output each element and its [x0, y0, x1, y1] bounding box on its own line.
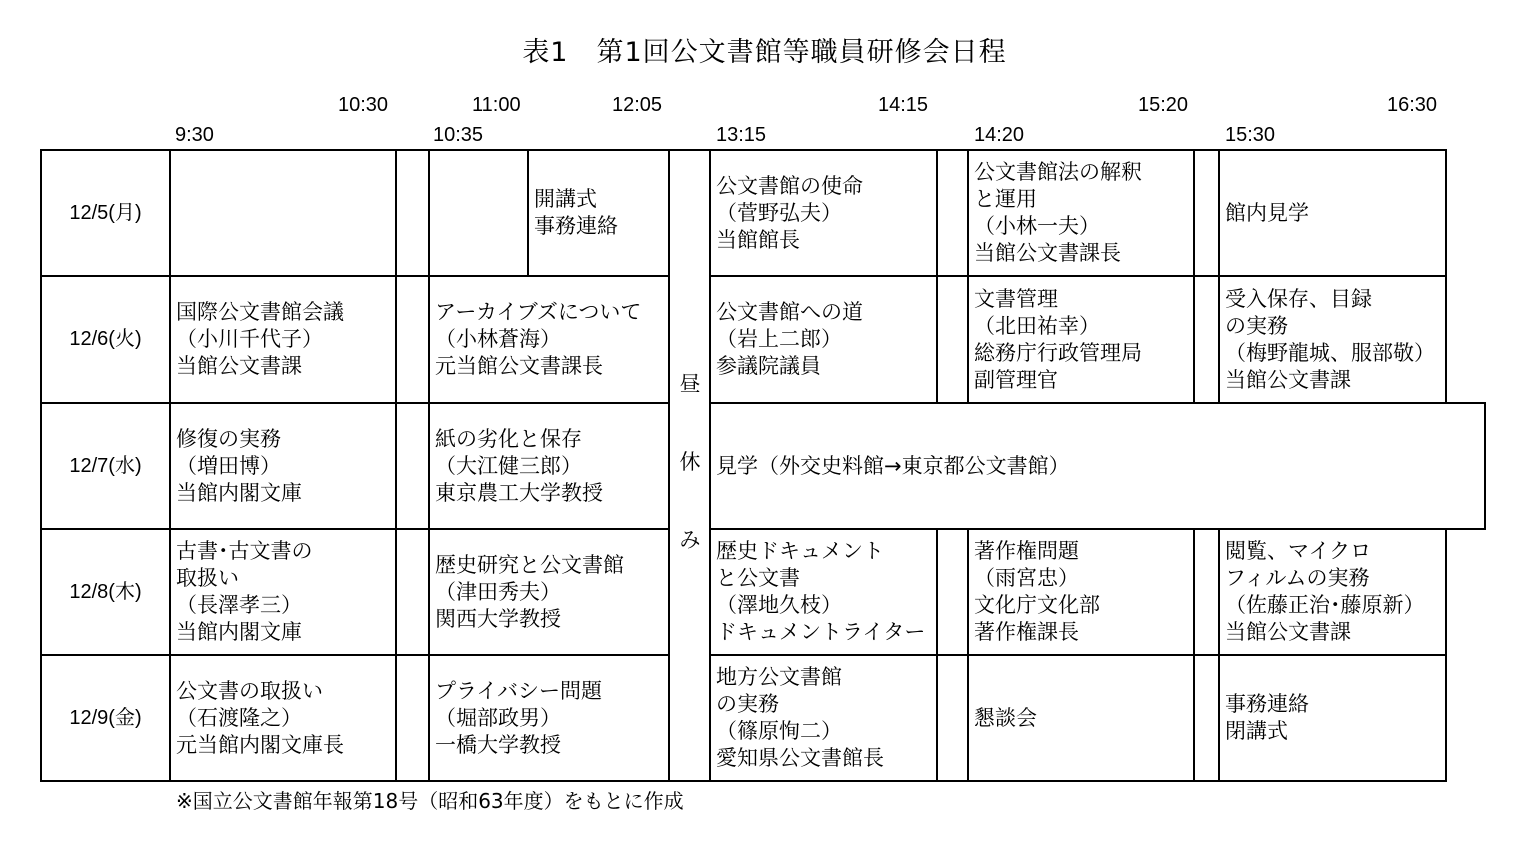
time-label: 9:30 — [175, 124, 214, 146]
time-label: 15:20 — [1138, 94, 1189, 116]
session-cell: 著作権問題 （雨宮忠） 文化庁文化部 著作権課長 — [974, 539, 1100, 644]
time-label: 11:00 — [472, 94, 521, 116]
table-border — [1445, 149, 1447, 403]
session-cell — [170, 150, 396, 276]
column-divider — [709, 149, 711, 782]
row-date: 12/8(木) — [69, 580, 142, 603]
session-cell: 歴史ドキュメント と公文書 （澤地久枝） ドキュメントライター — [716, 539, 926, 644]
lunch-break-label — [671, 366, 709, 600]
session-cell: 歴史研究と公文書館 （津田秀夫） 関西大学教授 — [435, 552, 624, 631]
column-divider — [967, 528, 969, 782]
column-divider — [169, 149, 171, 782]
row-divider — [40, 275, 670, 277]
column-divider — [395, 149, 397, 782]
row-divider — [709, 402, 1486, 404]
time-label: 16:30 — [1387, 94, 1438, 116]
session-cell: 紙の劣化と保存 （大江健三郎） 東京農工大学教授 — [435, 426, 603, 505]
footnote: ※国立公文書館年報第18号（昭和63年度）をもとに作成 — [176, 789, 684, 813]
time-label: 15:30 — [1225, 124, 1276, 146]
table-border — [1445, 528, 1447, 782]
session-cell: 懇談会 — [974, 705, 1037, 730]
session-cell — [429, 150, 528, 276]
session-cell: 文書管理 （北田祐幸） 総務庁行政管理局 副管理官 — [974, 286, 1142, 392]
session-cell: 国際公文書館会議 （小川千代子） 当館公文書課 — [176, 300, 344, 378]
session-cell: 公文書館への道 （岩上二郎） 参議院議員 — [716, 300, 863, 378]
row-date: 12/6(火) — [69, 328, 142, 350]
session-cell: 公文書の取扱い （石渡隆之） 元当館内閣文庫長 — [176, 678, 344, 757]
column-divider — [428, 149, 430, 782]
column-divider — [1193, 528, 1195, 782]
column-divider — [936, 149, 938, 403]
column-divider — [527, 149, 529, 276]
lunch-char: み — [679, 528, 701, 552]
session-cell: 修復の実務 （増田博） 当館内閣文庫 — [176, 426, 302, 505]
lunch-char: 昼 — [679, 372, 701, 396]
table-title: 表1 第1回公文書館等職員研修会日程 — [522, 37, 1007, 68]
row-divider — [709, 654, 1447, 656]
session-cell: 館内見学 — [1225, 200, 1309, 225]
lunch-char: 休 — [679, 450, 701, 474]
time-label: 10:35 — [433, 124, 484, 146]
session-cell: 開講式 事務連絡 — [534, 187, 618, 238]
column-divider — [1193, 149, 1195, 403]
row-divider — [709, 528, 1486, 530]
row-date: 12/5(月) — [69, 201, 142, 224]
row-divider — [40, 528, 670, 530]
table-border — [40, 149, 1447, 151]
column-divider — [668, 149, 670, 782]
row-date: 12/9(金) — [69, 706, 142, 729]
row-divider — [40, 654, 670, 656]
field-trip-cell: 見学（外交史料館→東京都公文書館） — [716, 453, 1070, 478]
session-cell: プライバシー問題 （堀部政男） 一橋大学教授 — [435, 678, 602, 757]
table-border — [40, 780, 1447, 782]
time-label: 14:20 — [974, 124, 1025, 146]
column-divider — [1218, 149, 1220, 403]
table-border — [40, 149, 42, 782]
row-divider — [40, 402, 670, 404]
table-border — [1484, 402, 1486, 530]
row-date: 12/7(水) — [69, 454, 142, 477]
session-cell: 公文書館法の解釈 と運用 （小林一夫） 当館公文書課長 — [974, 160, 1142, 265]
session-cell: 公文書館の使命 （菅野弘夫） 当館館長 — [716, 173, 863, 252]
column-divider — [1218, 528, 1220, 782]
session-cell: アーカイブズについて （小林蒼海） 元当館公文書課長 — [435, 300, 642, 378]
time-label: 13:15 — [716, 124, 767, 146]
time-label: 10:30 — [338, 94, 389, 116]
session-cell: 閲覧、マイクロ フィルムの実務 （佐藤正治･藤原新） 当館公文書課 — [1225, 539, 1425, 644]
session-cell: 受入保存、目録 の実務 （梅野龍城、服部敬） 当館公文書課 — [1225, 286, 1435, 392]
time-label: 14:15 — [878, 94, 929, 116]
row-divider — [709, 275, 1447, 277]
session-cell: 事務連絡 閉講式 — [1225, 692, 1309, 743]
session-cell: 地方公文書館 の実務 （篠原恂二） 愛知県公文書館長 — [716, 665, 884, 770]
column-divider — [936, 528, 938, 782]
column-divider — [967, 149, 969, 403]
session-cell: 古書･古文書の 取扱い （長澤孝三） 当館内閣文庫 — [176, 539, 313, 644]
time-label: 12:05 — [612, 94, 663, 116]
